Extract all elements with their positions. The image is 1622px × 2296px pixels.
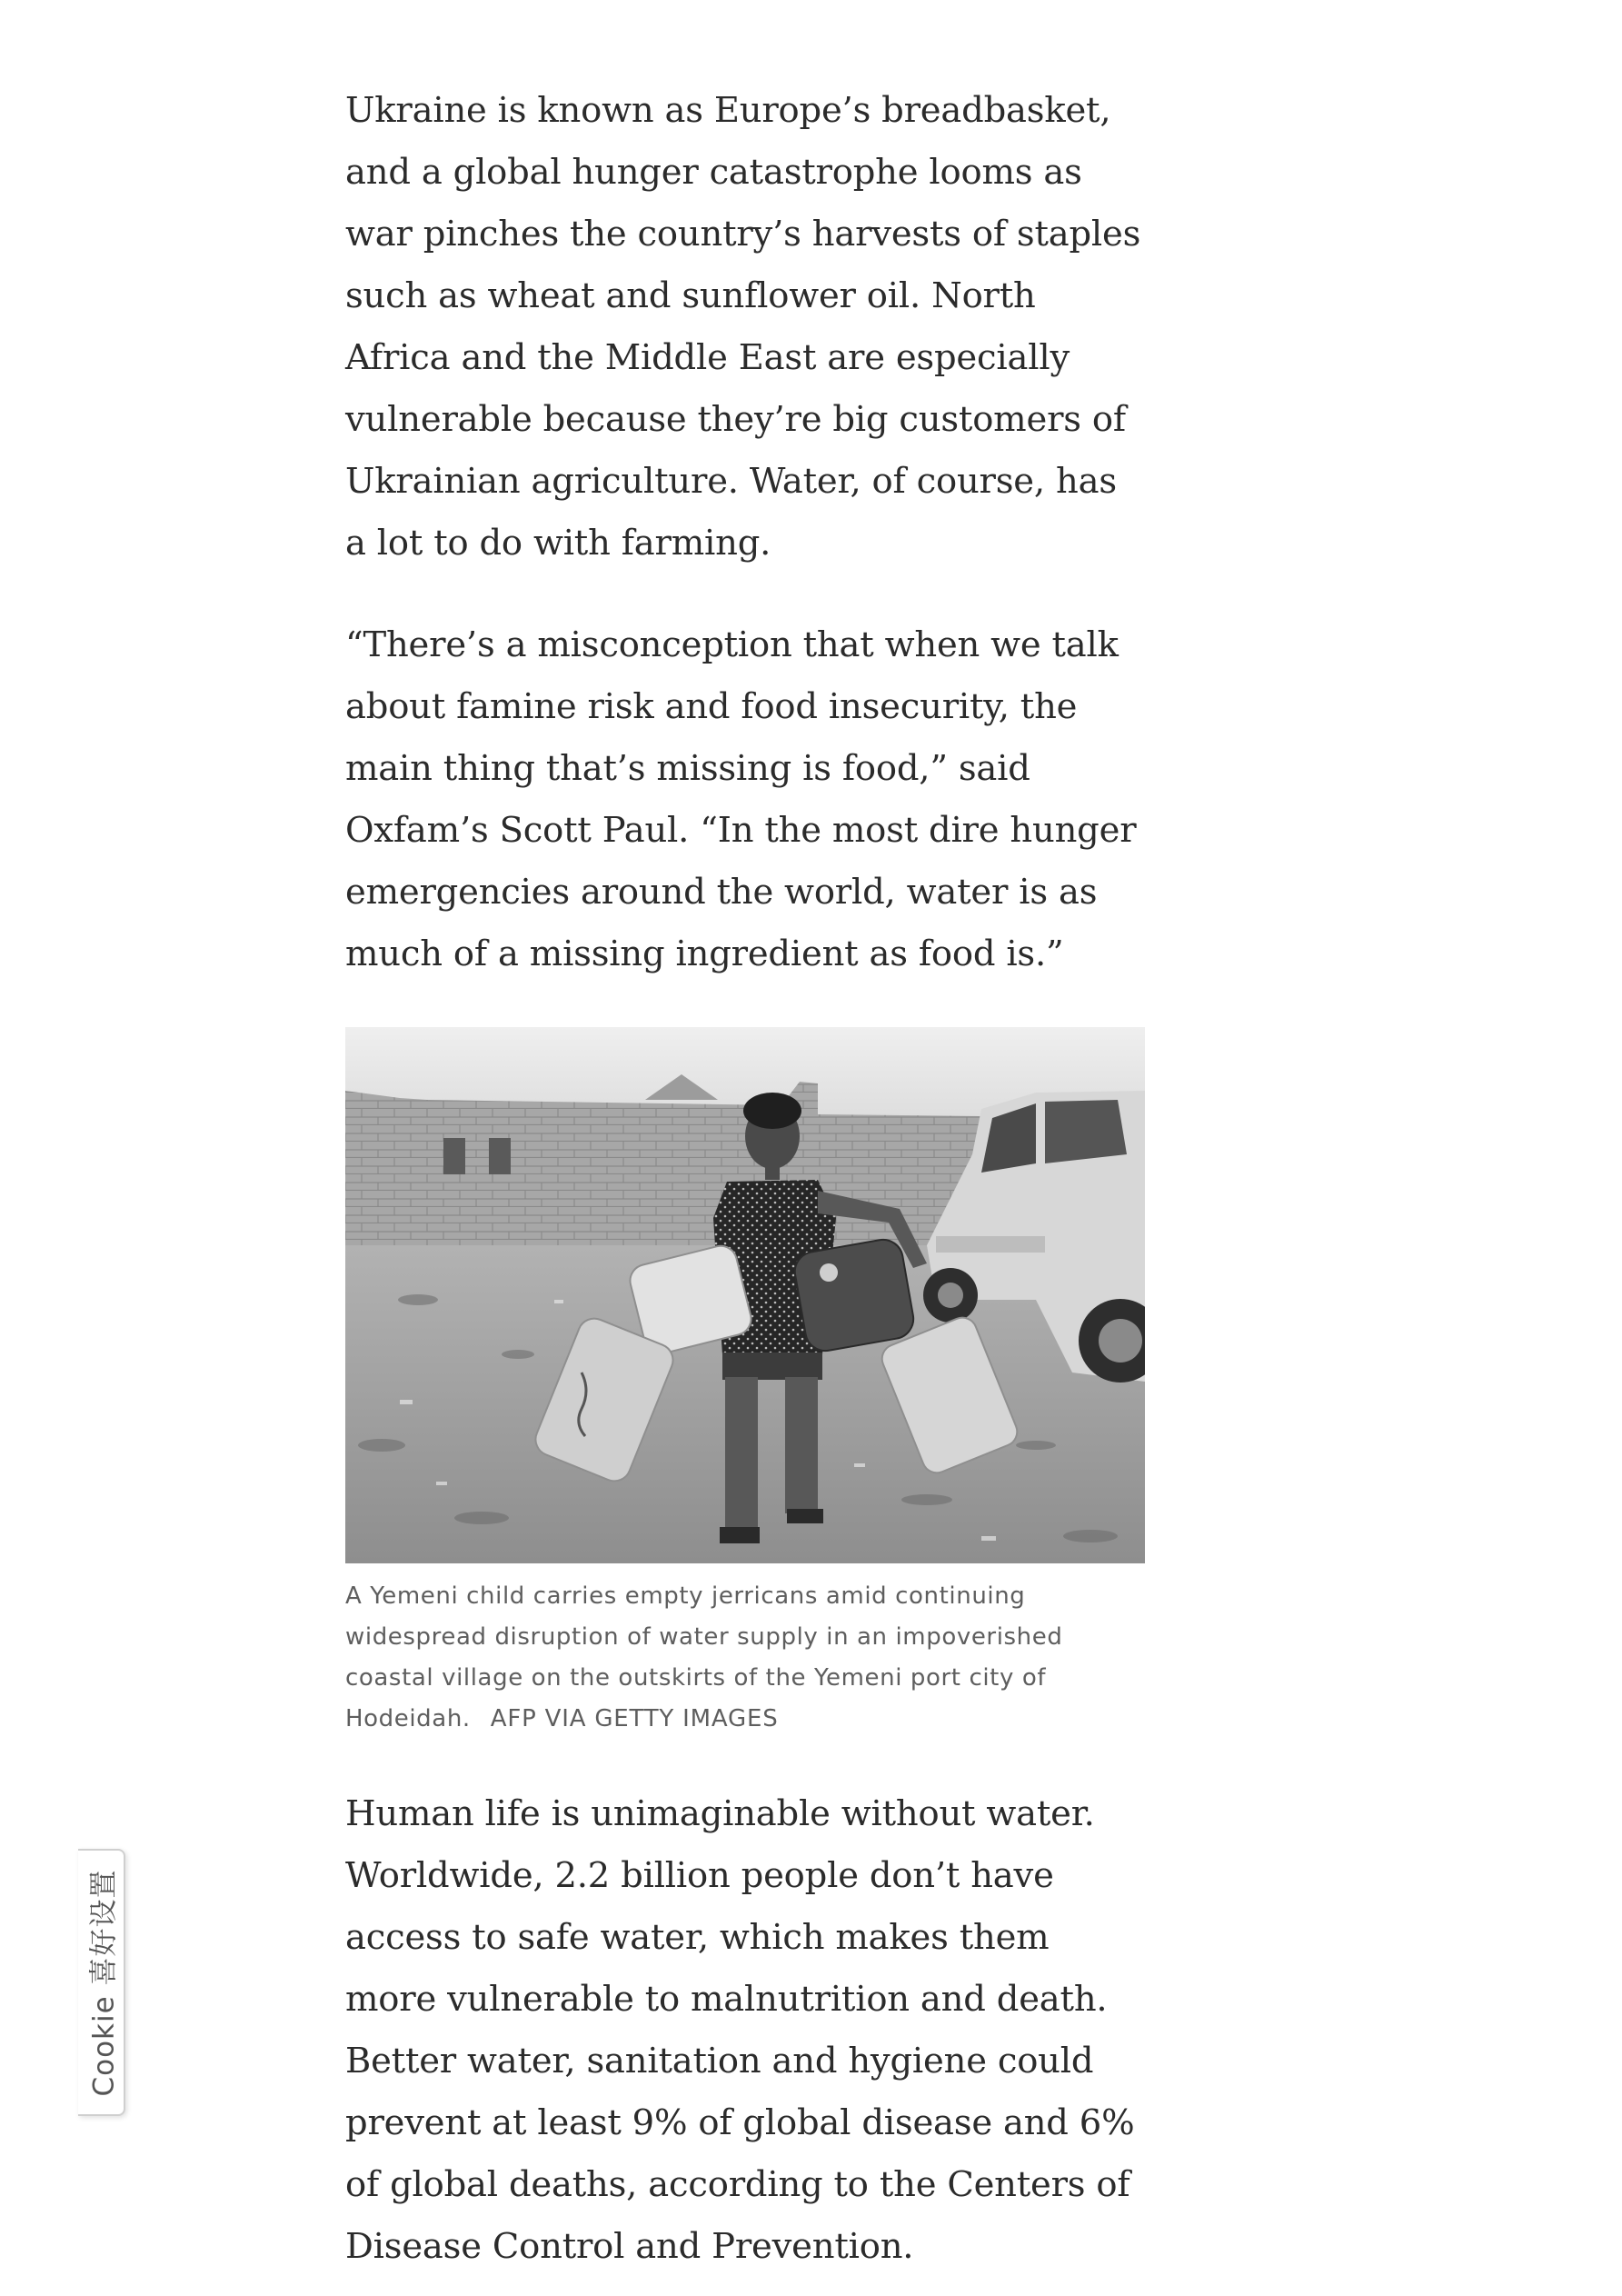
article-paragraph: “There’s a misconception that when we talk about famine risk and food insecurity, the main thing that’s missing is food,” said Oxfam’s Scott Paul. “In the most dire hunger emergencies around the world, water is as much of a missing ingredient as food is.” <box>345 624 1137 974</box>
article-paragraph: Human life is unimaginable without water. Worldwide, 2.2 billion people don’t have access to safe water, which makes them more vulnerable to malnutrition and death. Better water, sanitation and hygiene could prevent at least 9% of global disease and 6% of global deaths, according to the Centers of Disease Control and Prevention. <box>345 1793 1135 2267</box>
figure-caption <box>345 1576 1090 1740</box>
caption-text: A Yemeni child carries empty jerricans amid continuing widespread disruption of water supply in an impoverished coastal village on the outskirts of the Yemeni port city of Hodeidah. <box>345 1582 1063 1732</box>
photo-credit: AFP VIA GETTY IMAGES <box>490 1705 779 1732</box>
cookie-preferences-button[interactable] <box>78 1849 125 2116</box>
article-paragraph: Ukraine is known as Europe’s breadbasket, and a global hunger catastrophe looms as war pinches the country’s harvests of staples such as wheat and sunflower oil. North Africa and the Middle East are especially vulnerable because they’re big customers of Ukrainian agriculture. Water, of course, has a lot to do with farming. <box>345 90 1141 564</box>
cookie-preferences-label: Cookie 喜好设置 <box>87 1868 121 2097</box>
article-figure <box>345 1027 1145 1740</box>
article-photo[interactable] <box>345 1027 1145 1563</box>
article-body <box>345 80 1145 2278</box>
